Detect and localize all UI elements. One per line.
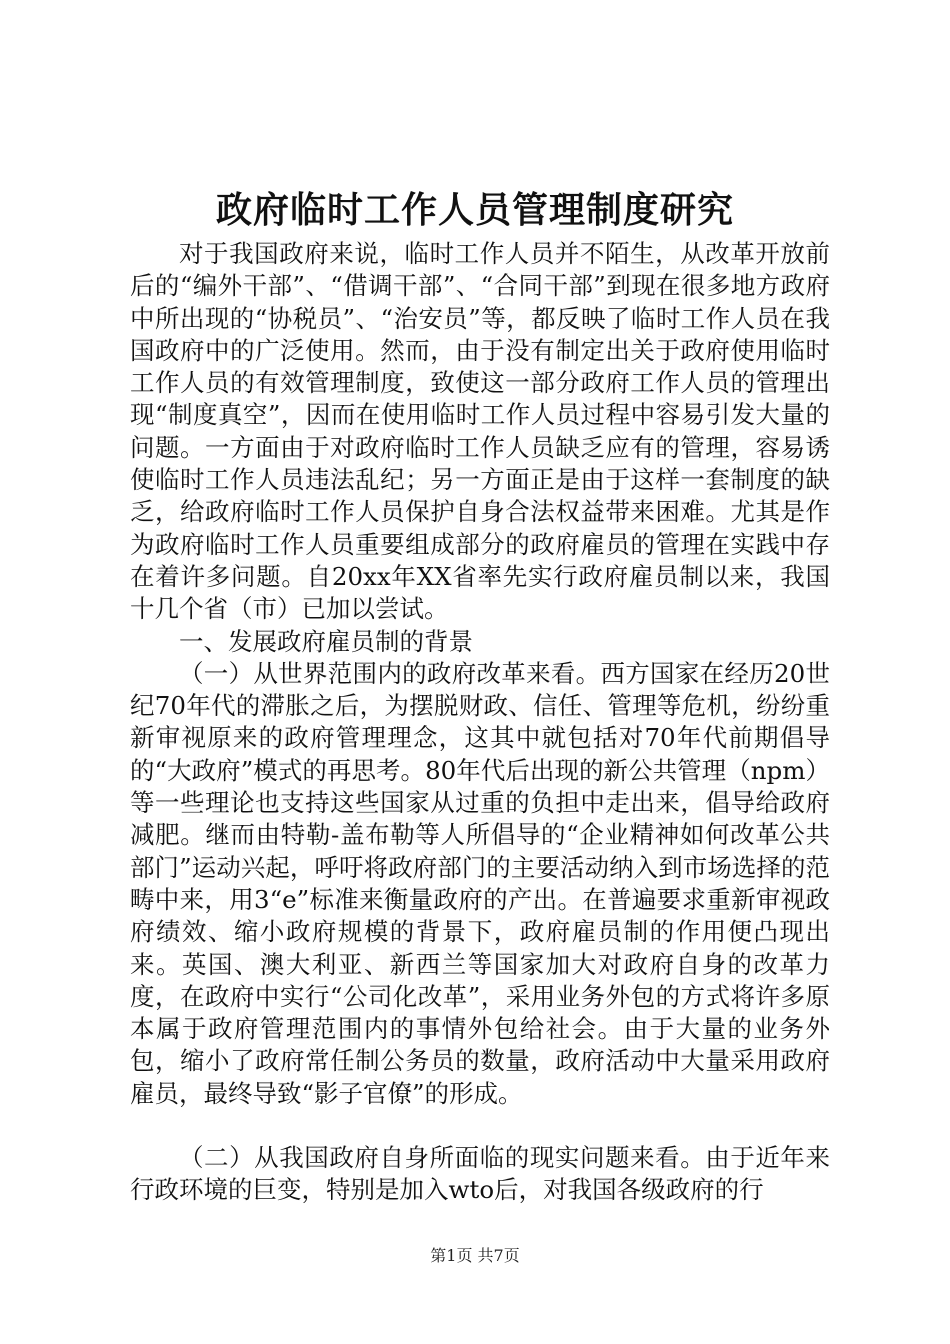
page-number-footer: 第1页 共7页 — [430, 1246, 520, 1265]
subsection-one-paragraph: （一）从世界范围内的政府改革来看。西方国家在经历20世纪70年代的滞胀之后，为摆脱财政、信任、管理等危机，纷纷重新审视原来的政府管理理念，这其中就包括对70年代前期倡导的“大政府”模式的再思考。80年代后出现的新公共管理（npm）等一些理论也支持这些国家从过重的负担中走出来，倡导给政府减肥。继而由特勒-盖布勒等人所倡导的“企业精神如何改革公共部门”运动兴起，呼吁将政府部门的主要活动纳入到市场选择的范畴中来，用3“e”标准来衡量政府的产出。在普遍要求重新审视政府绩效、缩小政府规模的背景下，政府雇员制的作用便凸现出来。英国、澳大利亚、新西兰等国家加大对政府自身的改革力度，在政府中实行“公司化改革”，采用业务外包的方式将许多原本属于政府管理范围内的事情外包给社会。由于大量的业务外包，缩小了政府常任制公务员的数量，政府活动中大量采用政府雇员，最终导致“影子官僚”的形成。 — [130, 658, 830, 1108]
intro-paragraph: 对于我国政府来说，临时工作人员并不陌生，从改革开放前后的“编外干部”、“借调干部”、“合同干部”到现在很多地方政府中所出现的“协税员”、“治安员”等，都反映了临时工作人员在我国政府中的广泛使用。然而，由于没有制定出关于政府使用临时工作人员的有效管理制度，致使这一部分政府工作人员的管理出现“制度真空”，因而在使用临时工作人员过程中容易引发大量的问题。一方面由于对政府临时工作人员缺乏应有的管理，容易诱使临时工作人员违法乱纪；另一方面正是由于这样一套制度的缺乏，给政府临时工作人员保护自身合法权益带来困难。尤其是作为政府临时工作人员重要组成部分的政府雇员的管理在实践中存在着许多问题。自20xx年XX省率先实行政府雇员制以来，我国十几个省（市）已加以尝试。 — [130, 239, 830, 624]
document-title: 政府临时工作人员管理制度研究 — [215, 189, 734, 231]
subsection-two-paragraph: （二）从我国政府自身所面临的现实问题来看。由于近年来行政环境的巨变，特别是加入wto后，对我国各级政府的行 — [130, 1143, 830, 1205]
section-heading: 一、发展政府雇员制的背景 — [179, 626, 473, 656]
document-body — [130, 238, 830, 1207]
